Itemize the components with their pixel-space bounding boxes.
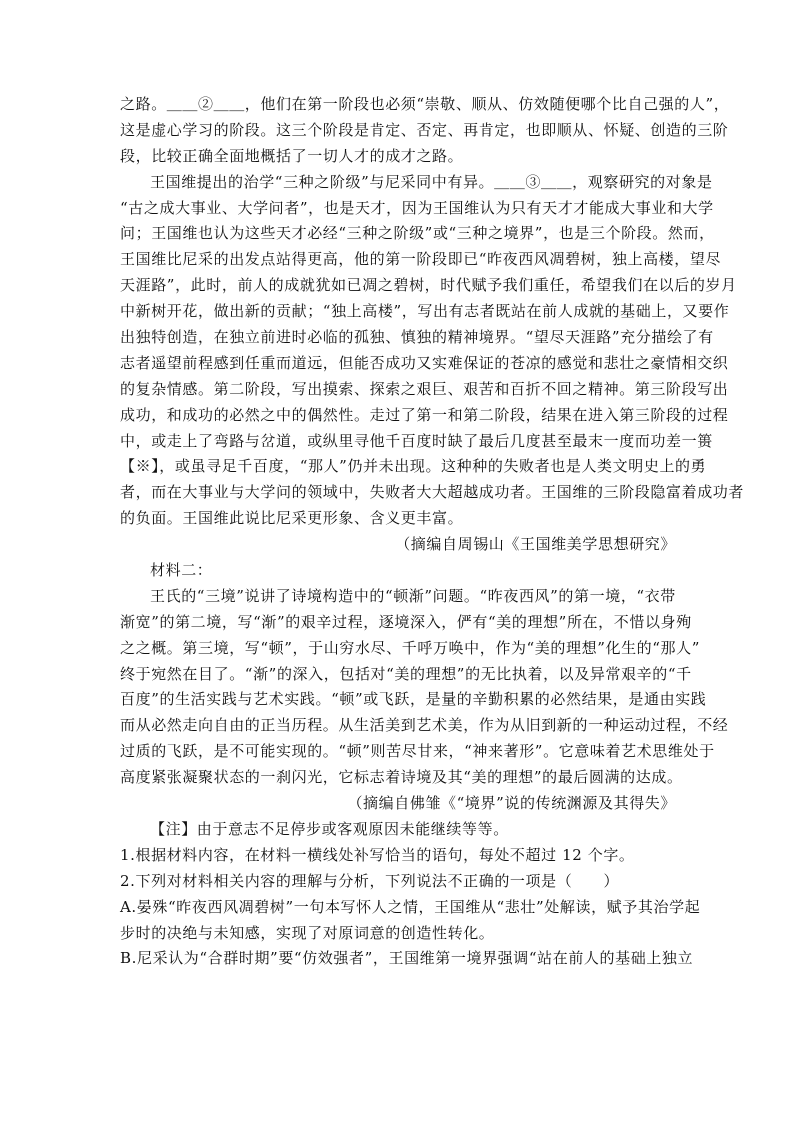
text-line: 之之概。第三境，写“顿”，于山穷水尽、千呼万唤中，作为“美的理想”化生的“那人” (120, 638, 701, 657)
text-line: 中新树开花，做出新的贡献；“独上高楼”，写出有志者既站在前人成就的基础上，又要作 (120, 302, 730, 321)
text-line: 之路。＿＿②＿＿，他们在第一阶段也必须“崇敬、顺从、仿效随便哪个比自己强的人”， (120, 95, 730, 113)
text-line: 的复杂情感。第二阶段，写出摸索、探索之艰巨、艰苦和百折不回之精神。第三阶段写出 (120, 379, 729, 398)
text-line: 2.下列对材料相关内容的理解与分析，下列说法不正确的一项是（ ） (120, 871, 620, 890)
text-line: 中，或走上了弯路与岔道，或纵里寻他千百度时缺了最后几度甚至最末一度而功差一篑 (120, 431, 713, 450)
text-line: （摘编自佛雏《“境界”说的传统渊源及其得失》 (347, 794, 676, 813)
text-line: 者，而在大事业与大学问的领域中，失败者大大超越成功者。王国维的三阶段隐富着成功者 (120, 483, 745, 502)
text-line: A.晏殊“昨夜西风凋碧树”一句本写怀人之情，王国维从“悲壮”处解读，赋予其治学起 (120, 897, 701, 916)
text-line: 问；王国维也认为这些天才必经“三种之阶级”或“三种之境界”，也是三个阶段。然而， (120, 224, 715, 243)
text-line: 高度紧张凝聚状态的一刹闪光，它标志着诗境及其“美的理想”的最后圆满的达成。 (120, 768, 683, 787)
text-line: 这是虚心学习的阶段。这三个阶段是肯定、否定、再肯定，也即顺从、怀疑、创造的三阶 (120, 120, 729, 139)
text-line: 渐宽”的第二境，写“渐”的艰辛过程，逐境深入，俨有“美的理想”所在，不惜以身殉 (120, 612, 692, 631)
text-line: 百度”的生活实践与艺术实践。“顿”或飞跃，是量的辛勤积累的必然结果，是通由实践 (120, 690, 707, 709)
text-line: 天涯路”，此时，前人的成就犹如已凋之碧树，时代赋予我们重任，希望我们在以后的岁月 (120, 276, 737, 295)
text-line: 王国维提出的治学“三种之阶级”与尼采同中有异。＿＿③＿＿，观察研究的对象是 (150, 172, 713, 191)
text-line: （摘编自周锡山《王国维美学思想研究》 (395, 535, 676, 554)
text-line: 王氏的“三境”说讲了诗境构造中的“顿渐”问题。“昨夜西风”的第一境，“衣带 (150, 586, 676, 605)
document-body (120, 92, 745, 972)
text-line: 志者遥望前程感到任重而道远，但能否成功又实难保证的苍凉的感觉和悲壮之豪情相交织 (120, 353, 729, 372)
text-line: 材料二： (150, 561, 213, 580)
text-line: 【注】由于意志不足停步或客观原因未能继续等等。 (150, 819, 509, 838)
text-line: 【※】，或虽寻足千百度，“那人”仍并未出现。这种种的失败者也是人类文明史上的勇 (120, 457, 707, 476)
text-line: B.尼采认为“合群时期”要“仿效强者”，王国维第一境界强调“站在前人的基础上独立 (120, 949, 694, 968)
text-line: 出独特创造，在独立前进时必临的孤独、慎独的精神境界。“望尽天涯路”充分描绘了有 (120, 328, 714, 347)
text-line: 王国维比尼采的出发点站得更高，他的第一阶段即已“昨夜西风凋碧树，独上高楼，望尽 (120, 250, 722, 269)
text-line: 段，比较正确全面地概括了一切人才的成才之路。 (120, 146, 464, 165)
text-line: 终于宛然在目了。“渐”的深入，包括对“美的理想”的无比执着，以及异常艰辛的“千 (120, 664, 692, 683)
text-line: 的负面。王国维此说比尼采更形象、含义更丰富。 (120, 509, 464, 528)
text-line: 步时的决绝与未知感，实现了对原词意的创造性转化。 (120, 923, 495, 942)
text-line: 成功，和成功的必然之中的偶然性。走过了第一和第二阶段，结果在进入第三阶段的过程 (120, 405, 729, 424)
text-line: 1.根据材料内容，在材料一横线处补写恰当的语句，每处不超过 12 个字。 (120, 845, 635, 864)
text-line: 过质的飞跃，是不可能实现的。“顿”则苦尽甘来，“神来著形”。它意味着艺术思维处于 (120, 742, 715, 761)
text-line: “古之成大事业、大学问者”，也是天才，因为王国维认为只有天才才能成大事业和大学 (120, 198, 714, 217)
text-line: 而从必然走向自由的正当历程。从生活美到艺术美，作为从旧到新的一种运动过程，不经 (120, 716, 729, 735)
